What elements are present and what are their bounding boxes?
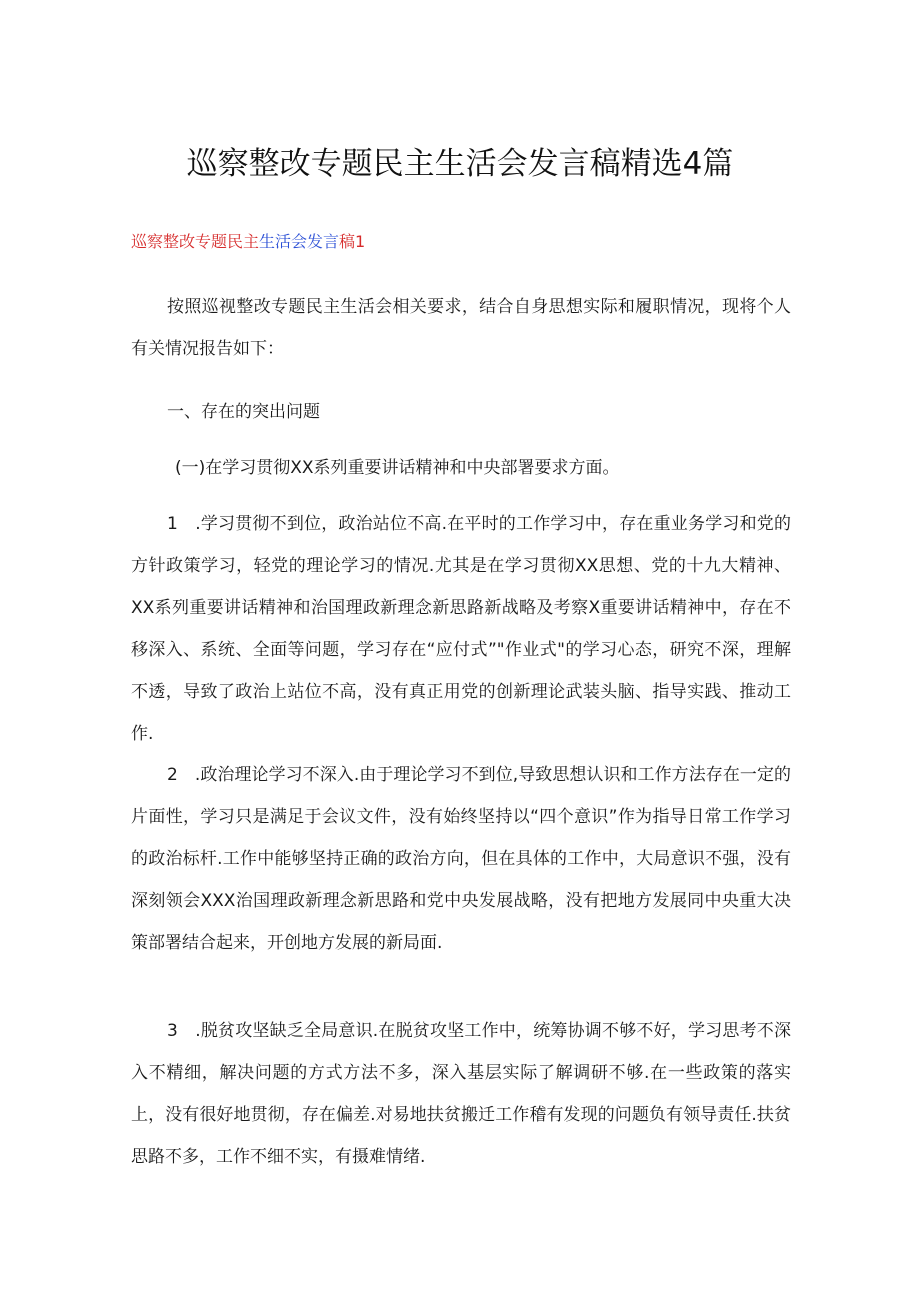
document-title: 巡察整改专题民主生活会发言稿精选4篇: [186, 146, 734, 182]
body-paragraph-1: 1 .学习贯彻不到位，政治站位不高.在平时的工作学习中，存在重业务学习和党的方针政策学习，轻党的理论学习的情况.尤其是在学习贯彻XX思想、党的十九大精神、XX系列重要讲话精神和治国理政新理念新思路新战略及考察X重要讲话精神中，存在不移深入、系统、全面等问题，学习存在“应付式”"作业式"的学习心态，研究不深，理解不透，导致了政治上站位不高，没有真正用党的创新理论武装头脑、指导实践、推动工作.: [131, 514, 791, 744]
body-paragraph-2: 2 .政治理论学习不深入.由于理论学习不到位,导致思想认识和工作方法存在一定的片面性，学习只是满足于会议文件，没有始终坚持以“四个意识”作为指导日常工作学习的政治标杆.工作中能够坚持正确的政治方向，但在具体的工作中，大局意识不强，没有深刻领会XXX治国理政新理念新思路和党中央发展战略，没有把地方发展同中央重大决策部署结合起来，开创地方发展的新局面.: [131, 765, 791, 953]
section-heading: 一、存在的突出问题: [167, 402, 320, 422]
subtitle-part-red-end: 稿1: [339, 232, 366, 251]
subtitle-part-blue: 生活会发言: [259, 232, 340, 251]
intro-paragraph: 按照巡视整改专题民主生活会相关要求，结合自身思想实际和履职情况，现将个人有关情况报告如下：: [131, 297, 791, 359]
subsection-heading: (一)在学习贯彻XX系列重要讲话精神和中央部署要求方面。: [175, 458, 620, 478]
section-subtitle: [131, 229, 365, 252]
body-paragraph-3: 3 .脱贫攻坚缺乏全局意识.在脱贫攻坚工作中，统筹协调不够不好，学习思考不深入不精细，解决问题的方式方法不多，深入基层实际了解调研不够.在一些政策的落实上，没有很好地贯彻，存在偏差.对易地扶贫搬迁工作稽有发现的问题负有领导责任.扶贫思路不多，工作不细不实，有摄难情绪.: [131, 1021, 791, 1167]
subtitle-part-red: 巡察整改专题民主: [131, 232, 260, 251]
